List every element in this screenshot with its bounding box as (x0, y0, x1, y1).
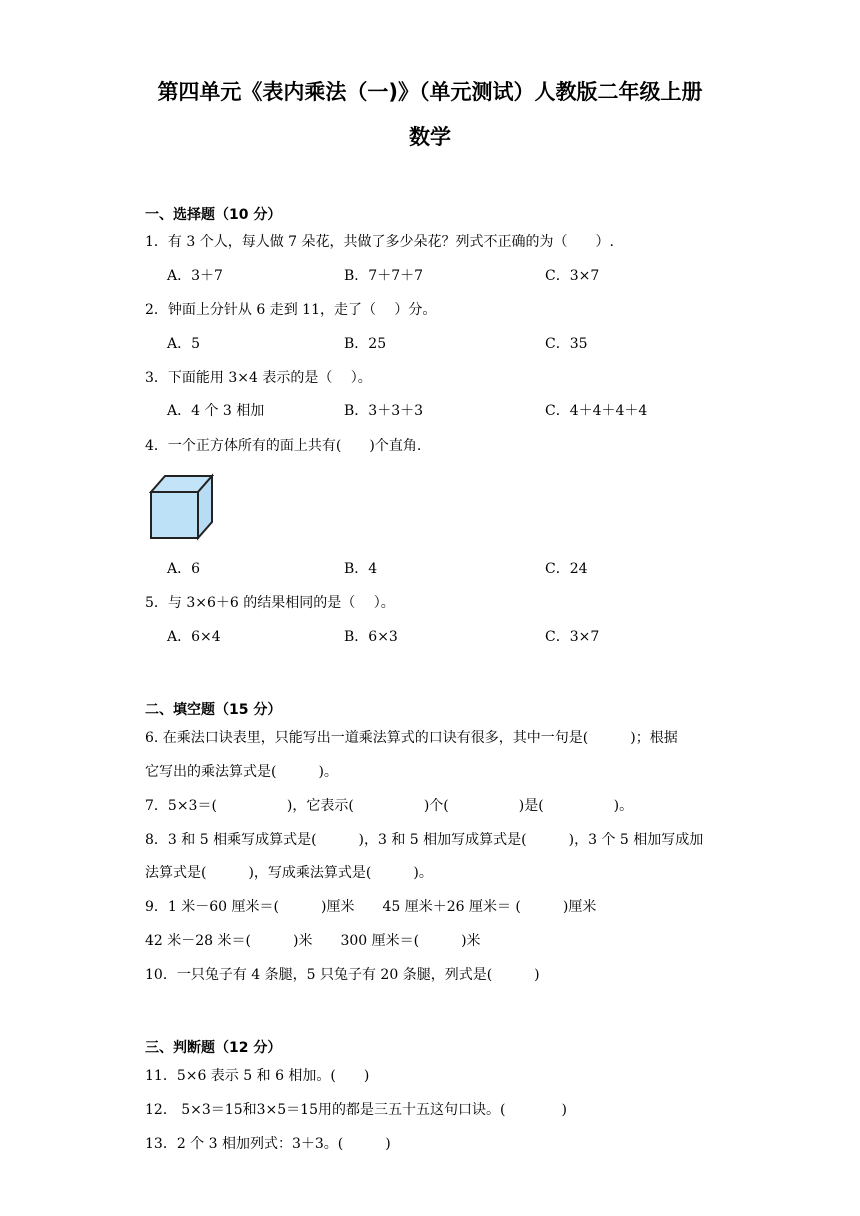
page-title-line2: 数学 (409, 125, 451, 149)
question-12: 12． 5×3＝15和3×5＝15用的都是三五十五这句口诀。( ) (145, 1102, 567, 1118)
q2-option-c: C．35 (545, 336, 588, 352)
question-2: 2．钟面上分针从 6 走到 11，走了（ ）分。 (145, 302, 437, 318)
question-9-line2: 42 米－28 米＝( )米 300 厘米＝( )米 (145, 933, 481, 949)
cube-figure (147, 470, 217, 542)
section-judge-heading: 三、判断题（12 分） (145, 1040, 282, 1056)
q3-option-c: C．4＋4＋4＋4 (545, 403, 648, 419)
q1-option-b: B．7＋7＋7 (344, 268, 424, 284)
question-4: 4．一个正方体所有的面上共有( )个直角. (145, 438, 422, 454)
question-1: 1．有 3 个人，每人做 7 朵花，共做了多少朵花？列式不正确的为（ ）. (145, 234, 614, 250)
q4-option-b: B．4 (344, 561, 378, 577)
q5-option-c: C．3×7 (545, 629, 600, 645)
question-6-line1: 6. 在乘法口诀表里，只能写出一道乘法算式的口诀有很多，其中一句是( )；根据 (145, 730, 678, 746)
question-3: 3．下面能用 3×4 表示的是（ ）。 (145, 370, 372, 386)
question-13: 13．2 个 3 相加列式：3＋3。( ) (145, 1136, 391, 1152)
section-fill-heading: 二、填空题（15 分） (145, 702, 282, 718)
question-6-line2: 它写出的乘法算式是( )。 (145, 764, 338, 780)
q4-option-a: A．6 (167, 561, 201, 577)
q2-option-b: B．25 (344, 336, 387, 352)
question-8-line2: 法算式是( )，写成乘法算式是( )。 (145, 865, 433, 881)
question-5: 5．与 3×6＋6 的结果相同的是（ ）。 (145, 595, 395, 611)
q1-option-a: A．3＋7 (167, 268, 223, 284)
question-8-line1: 8．3 和 5 相乘写成算式是( )，3 和 5 相加写成算式是( )，3 个 5 相加写成加 (145, 832, 704, 848)
q1-option-c: C．3×7 (545, 268, 600, 284)
q2-option-a: A．5 (167, 336, 201, 352)
page-title-line1: 第四单元《表内乘法（一)》（单元测试）人教版二年级上册 (157, 80, 703, 104)
q5-option-b: B．6×3 (344, 629, 398, 645)
question-10: 10．一只兔子有 4 条腿，5 只兔子有 20 条腿，列式是( ) (145, 967, 540, 983)
q4-option-c: C．24 (545, 561, 588, 577)
q3-option-a: A．4 个 3 相加 (167, 403, 265, 419)
section-choice-heading: 一、选择题（10 分） (145, 207, 282, 223)
q3-option-b: B．3＋3＋3 (344, 403, 424, 419)
question-11: 11．5×6 表示 5 和 6 相加。( ) (145, 1068, 370, 1084)
q5-option-a: A．6×4 (167, 629, 221, 645)
question-7: 7．5×3＝( )，它表示( )个( )是( )。 (145, 798, 634, 814)
question-9-line1: 9．1 米－60 厘米＝( )厘米 45 厘米＋26 厘米＝ ( )厘米 (145, 899, 597, 915)
